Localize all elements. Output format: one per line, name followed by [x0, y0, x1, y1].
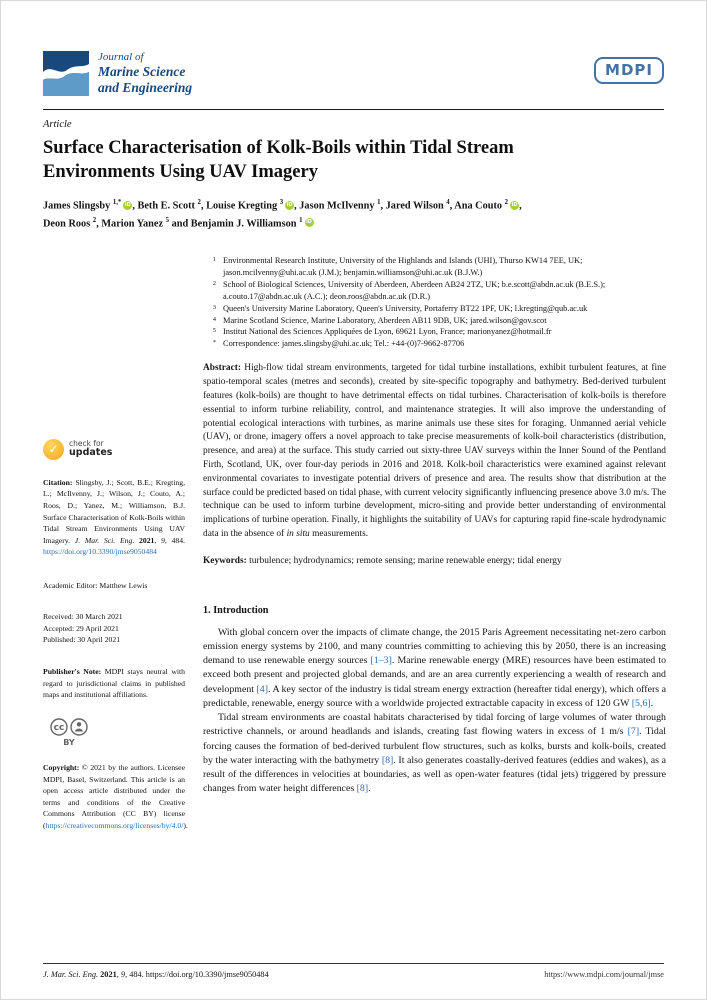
affiliation-row [203, 255, 666, 279]
text-segment: Publisher's Note: [43, 666, 105, 676]
authors-line [43, 197, 663, 233]
mdpi-logo[interactable]: MDPI [594, 57, 664, 84]
svg-text:cc: cc [53, 722, 65, 733]
text-segment: . Tidal forcing causes the formation of bed-derived turbulent flow structures, such as kolks, bursts and kolk-boils, created by the water interacting with the bathymetry [203, 726, 666, 766]
affiliation-text: Marine Scotland Science, Marine Laboratory, Aberdeen AB11 9DB, UK; jared.wilson@gov.scot [223, 315, 547, 325]
copyright-block [43, 762, 188, 831]
accepted-date: Accepted: 29 April 2021 [43, 623, 119, 633]
inline-link[interactable]: [4] [256, 683, 269, 695]
dates-block [43, 611, 185, 646]
text-segment: Copyright: [43, 763, 82, 773]
author-affiliation-sup: 2 [504, 199, 509, 207]
check-badge-line2: updates [69, 447, 113, 459]
text-segment: , [116, 970, 121, 979]
check-badge-line1: check for [69, 438, 104, 448]
author-separator: , [294, 200, 300, 212]
inline-link[interactable]: [7] [627, 726, 640, 738]
main-column [203, 255, 666, 831]
inline-link[interactable]: [5,6] [631, 697, 651, 709]
text-segment: , [154, 535, 162, 545]
text-segment: J. Mar. Sci. Eng. [74, 535, 139, 545]
intro-paragraph-1 [203, 626, 666, 712]
author-name: Louise Kregting [206, 200, 280, 212]
text-segment: measurements. [309, 529, 369, 540]
author-name: Benjamin J. Williamson [190, 218, 300, 230]
affiliation-row [203, 315, 666, 327]
author-name: Deon Roos [43, 218, 93, 230]
text-segment: Keywords: [203, 555, 250, 566]
affiliation-row [203, 338, 666, 350]
author-affiliation-sup: 1 [377, 199, 381, 207]
author-name: James Slingsby [43, 200, 113, 212]
abstract [203, 362, 666, 542]
author-affiliation-sup: 3 [279, 199, 284, 207]
footer-journal-url[interactable]: https://www.mdpi.com/journal/jmse [544, 970, 664, 979]
text-segment: Tidal stream environments are coastal habitats characterised by tidal forcing of large volumes of water through restrictive channels, or around headlands and islands, creating fast flowing waters in excess of 1 m/s [203, 712, 666, 738]
affiliation-row [203, 326, 666, 338]
citation-block [43, 477, 185, 558]
cc-by-text: BY [63, 737, 75, 747]
inline-link[interactable]: [1–3] [370, 655, 392, 666]
sidebar [43, 255, 188, 831]
footer-citation [43, 970, 269, 979]
text-segment: © 2021 by the authors. Licensee MDPI, Basel, Switzerland. This article is an open access article distributed under the terms and conditions of the Creative Commons Attribution (CC BY) license ( [43, 763, 185, 830]
author-name: Marion Yanez [101, 218, 166, 230]
check-for-updates-badge[interactable] [43, 439, 112, 460]
text-segment: J. Mar. Sci. Eng. [43, 970, 101, 979]
published-date: Published: 30 April 2021 [43, 635, 121, 645]
orcid-icon[interactable]: iD [286, 201, 293, 208]
publisher-note [43, 666, 185, 701]
journal-name-line3: and Engineering [98, 79, 193, 95]
received-date: Received: 30 March 2021 [43, 612, 123, 622]
inline-link[interactable]: [8] [356, 783, 369, 795]
author-name: Beth E. Scott [137, 200, 198, 212]
text-segment: MDPI stays neutral with regard to jurisdictional claims in published maps and institutional affiliations. [43, 666, 186, 700]
affiliation-row [203, 303, 666, 315]
author-separator: , [200, 200, 207, 212]
page-footer [43, 963, 664, 979]
author-affiliation-sup: 4 [446, 199, 450, 207]
cc-by-license-icon[interactable] [43, 717, 101, 751]
affiliation-number: 3 [212, 303, 216, 311]
check-badge-label [69, 440, 112, 460]
text-segment: , 484. https://doi.org/10.3390/jmse9050484 [125, 970, 269, 979]
text-segment: , 484. [164, 535, 186, 545]
text-segment: in situ [286, 529, 310, 540]
text-segment: 9 [120, 970, 126, 979]
author-separator: , [132, 200, 138, 212]
orcid-icon[interactable]: iD [124, 201, 131, 208]
affiliation-number: 5 [212, 327, 216, 335]
check-icon: ✓ [43, 439, 64, 460]
page-header [43, 51, 664, 96]
text-segment: With global concern over the impacts of climate change, the 2015 Paris Agreement necessitating net-zero carbon emission energy systems by 2100, and many countries committing to achieving this by 2050, there is an increasing demand to use renewable energy sources [203, 626, 666, 666]
intro-paragraph-2 [203, 711, 666, 797]
author-separator: and [169, 218, 191, 230]
affiliation-text: Institut National des Sciences Appliquées de Lyon, 69621 Lyon, France; marionyanez@hotmail.fr [223, 327, 552, 337]
text-segment: 2021 [100, 970, 117, 979]
affiliation-text: Queen's University Marine Laboratory, Queen's University, Portaferry BT22 1PF, UK; l.kregting@qub.ac.uk [223, 303, 588, 313]
text-segment: ). [183, 820, 188, 830]
author-name: Jason McIlvenny [299, 200, 378, 212]
author-affiliation-sup: 1 [299, 217, 303, 225]
journal-wave-icon [43, 51, 89, 96]
affiliation-row [203, 279, 666, 303]
page-title: Surface Characterisation of Kolk-Boils within Tidal Stream Environments Using UAV Imagery [43, 138, 514, 183]
inline-link[interactable]: [8] [381, 754, 394, 766]
text-segment: Abstract: [203, 363, 245, 374]
text-segment: turbulence; hydrodynamics; remote sensing; marine renewable energy; tidal energy [249, 555, 562, 566]
affiliation-text: Environmental Research Institute, University of the Highlands and Islands (UHI), Thurso KW14 7EE, UK; jason.mcilvenny@uhi.ac.uk (J.M.); benjamin.williamson@uhi.ac.uk (B.J.W.) [223, 255, 583, 277]
author-affiliation-sup: 2 [197, 199, 201, 207]
article-type-label: Article [43, 119, 72, 130]
footer-row [43, 970, 664, 979]
text-segment: . It also generates coastally-derived features (eddies and wakes), as a result of the differences in velocities at boundaries, as well as open-water features (tidal jets) triggered by pressure changes from water height differences [203, 754, 666, 795]
author-separator: , [449, 200, 455, 212]
affiliation-number: 1 [212, 255, 216, 263]
section-heading-introduction: 1. Introduction [203, 604, 269, 616]
affiliations [203, 255, 666, 350]
author-separator: , [380, 200, 386, 212]
journal-logo [43, 51, 192, 96]
academic-editor: Academic Editor: Matthew Lewis [43, 580, 148, 590]
affiliation-text: School of Biological Sciences, University of Aberdeen, Aberdeen AB24 2TZ, UK; b.e.scott@abdn.ac.uk (B.E.S.); a.couto.17@abdn.ac.uk (A.C.); deon.roos@abdn.ac.uk (D.R.) [223, 279, 606, 301]
affiliation-number: 2 [212, 279, 216, 287]
affiliation-text: Correspondence: james.slingsby@uhi.ac.uk; Tel.: +44-(0)7-9662-87706 [223, 339, 465, 349]
author-affiliation-sup: 1,* [112, 199, 122, 207]
author-separator: , [96, 218, 102, 230]
orcid-icon[interactable]: iD [306, 219, 312, 226]
text-segment: . [650, 697, 654, 709]
text-segment: . [368, 783, 371, 795]
journal-name-line1: Journal of [98, 51, 144, 64]
text-segment: 2021 [139, 535, 155, 545]
text-segment: Slingsby, J.; Scott, B.E.; Kregting, L.; McIlvenny, J.; Wilson, J.; Couto, A.; Roos, D.; Yanez, M.; Williamson, B.J. Surface Characterisation of Kolk-Boils within Tidal Stream Environments Using UAV Imagery. [43, 477, 185, 545]
header-divider [43, 109, 664, 110]
author-affiliation-sup: 2 [92, 217, 97, 225]
text-segment: Citation: [43, 477, 76, 487]
text-segment: 9 [161, 535, 165, 545]
content-columns [43, 255, 667, 831]
author-separator: , [519, 200, 522, 212]
keywords [203, 555, 666, 569]
affiliation-number: * [212, 339, 216, 347]
inline-link[interactable]: https://creativecommons.org/licenses/by/4.0/ [45, 820, 184, 830]
text-segment: . Marine renewable energy (MRE) resources have been estimated to exceed both present and projected global demands, and are an area currently experiencing a wealth of research and development [203, 655, 667, 695]
orcid-icon[interactable]: iD [511, 201, 518, 208]
author-affiliation-sup: 5 [165, 217, 169, 225]
affiliation-number: 4 [212, 315, 216, 323]
footer-divider [43, 963, 664, 964]
journal-name [98, 51, 192, 95]
author-name: Ana Couto [454, 200, 505, 212]
text-segment: High-flow tidal stream environments, targeted for tidal turbine installations, exhibit turbulent features, at fine spatio-temporal scales (metres and seconds), created by site-specific topography and bathymetry. Bed-derived turbulent features (kolk-boils) are thought to have detrimental effects on tidal turbines. Characterisation of kolk-boils is therefore essential to inform turbine reliability, control, and maintenance strategies. It will also improve the understanding of potential ecological interactions with turbines, as marine animals use these sites for foraging. Unmanned aerial vehicle (UAV), or drone, imagery offers a novel approach to take precise measurements of kolk-boil characteristics (distribution, presence, and area) at the surface. This study carried out sixty-three UAV surveys within the Inner Sound of the Pentland Firth, Scotland, UK, over four-day periods in 2016 and 2018. Kolk-boil characteristics were examined against relevant environmental covariates to investigate potential drivers of presence and area. The results show that distribution at the surface could be predicted based on tidal phase, with current velocity significantly influencing presence above 3.0 m/s. The technique can be used to inform turbine development, micro-siting and provide better understanding of environmental implications of turbine operation. Finally, it highlights the suitability of UAVs for capturing rapid fine-scale hydrodynamic data in the absence of [203, 363, 666, 540]
inline-link[interactable]: https://doi.org/10.3390/jmse9050484 [43, 547, 157, 557]
author-name: Jared Wilson [385, 200, 447, 212]
text-segment: . A key sector of the industry is tidal stream energy extraction (hereafter tidal energy), which offers a predictable, renewable, energy source with a worldwide projected extractable capacity in excess of 120 GW [203, 683, 666, 709]
journal-name-line2: Marine Science [98, 64, 186, 80]
